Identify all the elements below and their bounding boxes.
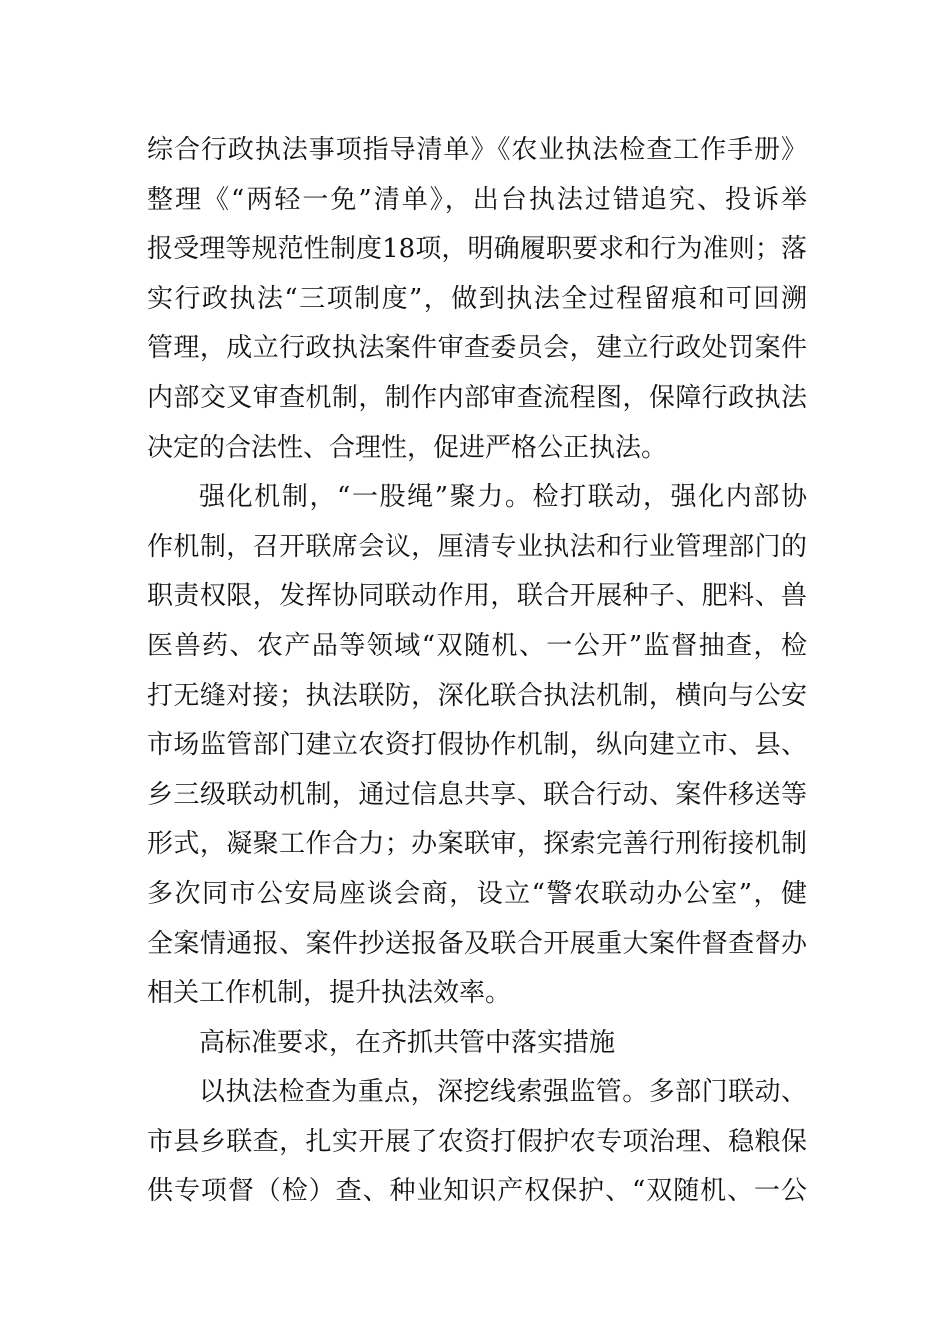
text-line: 供专项督（检）查、种业知识产权保护、“双随机、一公: [147, 1176, 807, 1207]
text-line: 职责权限，发挥协同联动作用，联合开展种子、肥料、兽: [147, 581, 807, 612]
text-line: 报受理等规范性制度18项，明确履职要求和行为准则；落: [147, 234, 807, 265]
text-line: 实行政执法“三项制度”，做到执法全过程留痕和可回溯: [147, 283, 807, 314]
text-line: 整理《“两轻一免”清单》，出台执法过错追究、投诉举: [147, 184, 807, 215]
text-line: 管理，成立行政执法案件审查委员会，建立行政处罚案件: [147, 333, 807, 364]
text-line: 市县乡联查，扎实开展了农资打假护农专项治理、稳粮保: [147, 1126, 807, 1157]
text-line: 全案情通报、案件抄送报备及联合开展重大案件督查督办: [147, 928, 807, 959]
paragraph-start-line: 以执法检查为重点，深挖线索强监管。多部门联动、: [199, 1077, 807, 1108]
text-line: 相关工作机制，提升执法效率。: [147, 978, 512, 1009]
text-line: 市场监管部门建立农资打假协作机制，纵向建立市、县、: [147, 730, 807, 761]
text-line: 医兽药、农产品等领域“双随机、一公开”监督抽查，检: [147, 630, 807, 661]
text-line: 多次同市公安局座谈会商，设立“警农联动办公室”，健: [147, 878, 807, 909]
text-line: 作机制，召开联席会议，厘清专业执法和行业管理部门的: [147, 531, 807, 562]
text-line: 乡三级联动机制，通过信息共享、联合行动、案件移送等: [147, 779, 807, 810]
text-line: 综合行政执法事项指导清单》《农业执法检查工作手册》: [147, 135, 807, 165]
paragraph-start-line: 强化机制，“一股绳”聚力。检打联动，强化内部协: [199, 482, 807, 513]
text-line: 打无缝对接；执法联防，深化联合执法机制，横向与公安: [147, 680, 807, 711]
text-line: 决定的合法性、合理性，促进严格公正执法。: [147, 432, 668, 463]
text-line: 内部交叉审查机制，制作内部审查流程图，保障行政执法: [147, 382, 807, 413]
document-body: [147, 126, 807, 1217]
text-line: 形式，凝聚工作合力；办案联审，探索完善行刑衔接机制: [147, 829, 807, 860]
section-heading: 高标准要求，在齐抓共管中落实措施: [199, 1027, 616, 1058]
